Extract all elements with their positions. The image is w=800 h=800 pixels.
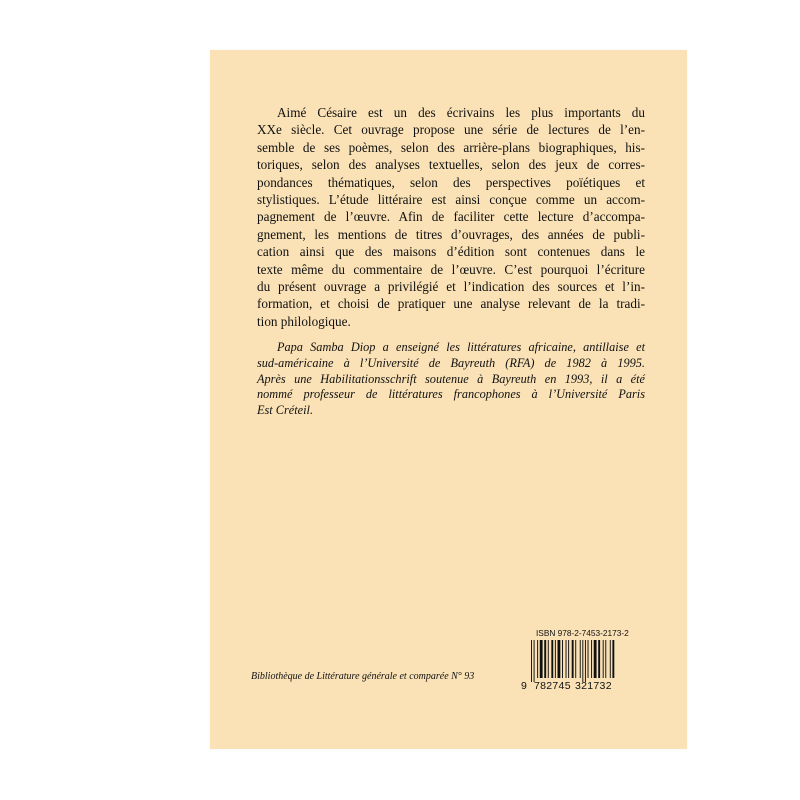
barcode-bar xyxy=(585,640,586,682)
barcode-bar xyxy=(540,640,543,678)
barcode-bar xyxy=(598,640,600,678)
barcode-bar xyxy=(591,640,592,678)
description-line: pondances thématiques, selon des perspectives poïétiques et xyxy=(257,174,645,190)
isbn-label: ISBN 978-2-7453-2173-2 xyxy=(536,628,629,638)
barcode-bar xyxy=(612,640,614,678)
barcode-lead-digit: 9 xyxy=(521,680,527,692)
barcode-bar xyxy=(605,640,606,678)
barcode-bar xyxy=(610,640,611,678)
barcode xyxy=(529,640,615,685)
description-line: texte même du commentaire de l’œuvre. C’est pourquoi l’écriture xyxy=(257,261,645,277)
barcode-group-2: 321732 xyxy=(575,680,612,692)
description-line: pagnement de l’œuvre. Afin de faciliter cette lecture d’accompa- xyxy=(257,209,645,225)
barcode-bar xyxy=(555,640,556,678)
description-line: du présent ouvrage a privilégié et l’indication des sources et l’in- xyxy=(257,279,645,295)
bio-line: Après une Habilitationsschrift soutenue à Bayreuth en 1993, il a été xyxy=(257,371,645,386)
barcode-bar xyxy=(582,640,583,682)
barcode-bar xyxy=(558,640,561,678)
barcode-bar xyxy=(562,640,563,678)
barcode-group-1: 782745 xyxy=(534,680,571,692)
barcode-bar xyxy=(568,640,569,678)
barcode-bar xyxy=(544,640,546,678)
description-line: XXe siècle. Cet ouvrage propose une série de lectures de l’en- xyxy=(257,122,645,138)
barcode-bar xyxy=(603,640,604,678)
author-bio xyxy=(257,340,645,419)
description-line: tion philologique. xyxy=(257,313,351,329)
barcode-bars xyxy=(529,640,615,682)
barcode-bar xyxy=(534,640,535,682)
description-line: toriques, selon des analyses textuelles, selon des jeux de corres- xyxy=(257,157,645,173)
barcode-bar xyxy=(594,640,597,678)
description-line: gnement, les mentions de titres d’ouvrages, des années de publi- xyxy=(257,226,645,242)
description-line: cation ainsi que des maisons d’édition sont contenues dans le xyxy=(257,244,645,260)
barcode-bar xyxy=(588,640,589,678)
barcode-bar xyxy=(566,640,567,678)
barcode-bar xyxy=(531,640,532,682)
barcode-bar xyxy=(537,640,538,678)
barcode-bar xyxy=(575,640,576,678)
barcode-bar xyxy=(580,640,581,678)
description-line: Aimé Césaire est un des écrivains les plus importants du xyxy=(277,105,645,120)
barcode-bar xyxy=(572,640,574,678)
series-label: Bibliothèque de Littérature générale et comparée N° 93 xyxy=(251,671,475,682)
description-line: stylistiques. L’étude littéraire est ainsi conçue comme un accom- xyxy=(257,192,645,208)
description-line: semble de ses poèmes, selon des arrière-plans biographiques, his- xyxy=(257,139,645,155)
back-cover xyxy=(210,50,687,749)
barcode-bar xyxy=(548,640,549,678)
description-line: formation, et choisi de pratiquer une analyse relevant de la tradi- xyxy=(257,296,645,312)
barcode-bar xyxy=(551,640,553,678)
bio-line: nommé professeur de littératures francophones à l’Université Paris xyxy=(257,387,645,402)
bio-line: sud-américaine à l’Université de Bayreuth (RFA) de 1982 à 1995. xyxy=(257,355,645,370)
bio-line: Papa Samba Diop a enseigné les littératures africaine, antillaise et xyxy=(277,340,645,354)
bio-line: Est Créteil. xyxy=(257,403,314,418)
book-description xyxy=(257,104,645,330)
